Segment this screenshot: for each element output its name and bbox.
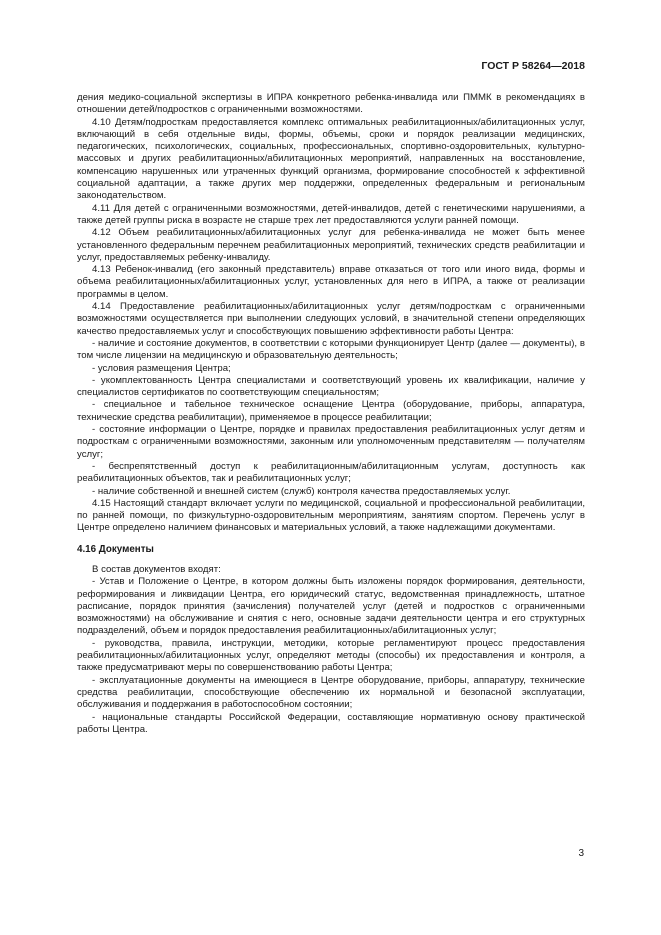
- paragraph-4-14: 4.14 Предоставление реабилитационных/абилитационных услуг детям/подросткам с ограниченными возможностями осуществляется при выполнении следующих условий, в значительной степени определяющих качество предоставляемых услуг и способствующих повышению эффективности работы Центра:: [77, 301, 585, 337]
- page-number: 3: [578, 848, 584, 859]
- paragraph-4-15: 4.15 Настоящий стандарт включает услуги по медицинской, социальной и профессиональной реабилитации, по ранней помощи, по физкультурно-оздоровительным мероприятиям, занятиям спортом. Перечень услуг в Центре определено наличием финансовых и материальных условий, а также надлежащими документами.: [77, 497, 585, 534]
- condition-item: - наличие и состояние документов, в соответствии с которыми функционирует Центр (далее — документы), в том числе лицензии на медицинскую и образовательную деятельность;: [77, 337, 585, 362]
- condition-item: - укомплектованность Центра специалистами и соответствующий уровень их квалификации, наличие у специалистов сертификатов по соответствующим специальностям;: [77, 374, 585, 399]
- paragraph-4-13: 4.13 Ребенок-инвалид (его законный представитель) вправе отказаться от того или иного вида, формы и объема реабилитационных/абилитационных услуг, установленных для него в ИПРА, а также от реализации программы в целом.: [77, 264, 585, 300]
- section-heading-4-16: 4.16 Документы: [77, 543, 154, 555]
- document-body: [77, 92, 585, 736]
- paragraph-4-10: 4.10 Детям/подросткам предоставляется комплекс оптимальных реабилитационных/абилитационных услуг, включающий в себя отдельные виды, формы, объемы, сроки и порядок реализации медицинских, педагогических, психологических, социальных, профессиональных, спортивно-оздоровительных, культурно-массовых и других реабилитационных/абилитационных мероприятий, направленных на восстановление, компенсацию нарушенных или утраченных функций организма, формирование способностей к эффективной социальной адаптации, а также других мер поддержки, определенных федеральным и региональным законодательством.: [77, 116, 585, 202]
- document-item: - эксплуатационные документы на имеющиеся в Центре оборудование, приборы, аппаратуру, технические средства реабилитации, способствующие обеспечению их нормальной и безопасной эксплуатации, обслуживания и поддержания в работоспособном состоянии;: [77, 674, 585, 711]
- document-code: ГОСТ Р 58264—2018: [481, 60, 585, 72]
- paragraph-4-12: 4.12 Объем реабилитационных/абилитационных услуг для ребенка-инвалида не может быть менее установленного федеральным перечнем реабилитационных мероприятий, технических средств реабилитации и услуг, предоставляемых ребенку-инвалиду.: [77, 227, 585, 263]
- paragraph-documents-intro: В состав документов входят:: [92, 563, 221, 575]
- condition-item: - условия размещения Центра;: [92, 362, 231, 374]
- paragraph-intro: дения медико-социальной экспертизы в ИПРА конкретного ребенка-инвалида или ПММК в рекомендациях в отношении детей/подростков с ограниченными возможностями.: [77, 92, 585, 116]
- condition-item: - состояние информации о Центре, порядке и правилах предоставления реабилитационных услуг детям и подросткам с ограниченными возможностями, законным или уполномоченным представителям — получателям услуг;: [77, 424, 585, 460]
- condition-item: - специальное и табельное техническое оснащение Центра (оборудование, приборы, аппаратура, технические средства реабилитации), применяемое в процессе реабилитации;: [77, 399, 585, 423]
- document-item: - Устав и Положение о Центре, в котором должны быть изложены порядок формирования, деятельности, реформирования и ликвидации Центра, его юридический статус, ведомственная принадлежность, штатное расписание, порядок принятия (зачисления) получателей услуг (детей и подростков с ограниченными возможностями) на обслуживание и снятия с него, основные задачи деятельности центра и его структурных подразделений, объем и порядок предоставления реабилитационных/абилитационных услуг;: [77, 576, 585, 637]
- paragraph-4-11: 4.11 Для детей с ограниченными возможностями, детей-инвалидов, детей с генетическими нарушениями, а также детей группы риска в возрасте не старше трех лет предоставляются услуги ранней помощи.: [77, 202, 585, 226]
- document-item: - руководства, правила, инструкции, методики, которые регламентируют процесс предоставления реабилитационных/абилитационных услуг, определяют методы (способы) их предоставления и контроля, а также предусматривают меры по совершенствованию работы Центра;: [77, 637, 585, 674]
- document-item: - национальные стандарты Российской Федерации, составляющие нормативную основу практической работы Центра.: [77, 711, 585, 735]
- condition-item: - беспрепятственный доступ к реабилитационным/абилитационным услугам, доступность как реабилитационных объектов, так и реабилитационных услуг;: [77, 460, 585, 485]
- condition-item: - наличие собственной и внешней систем (служб) контроля качества предоставляемых услуг.: [92, 485, 511, 497]
